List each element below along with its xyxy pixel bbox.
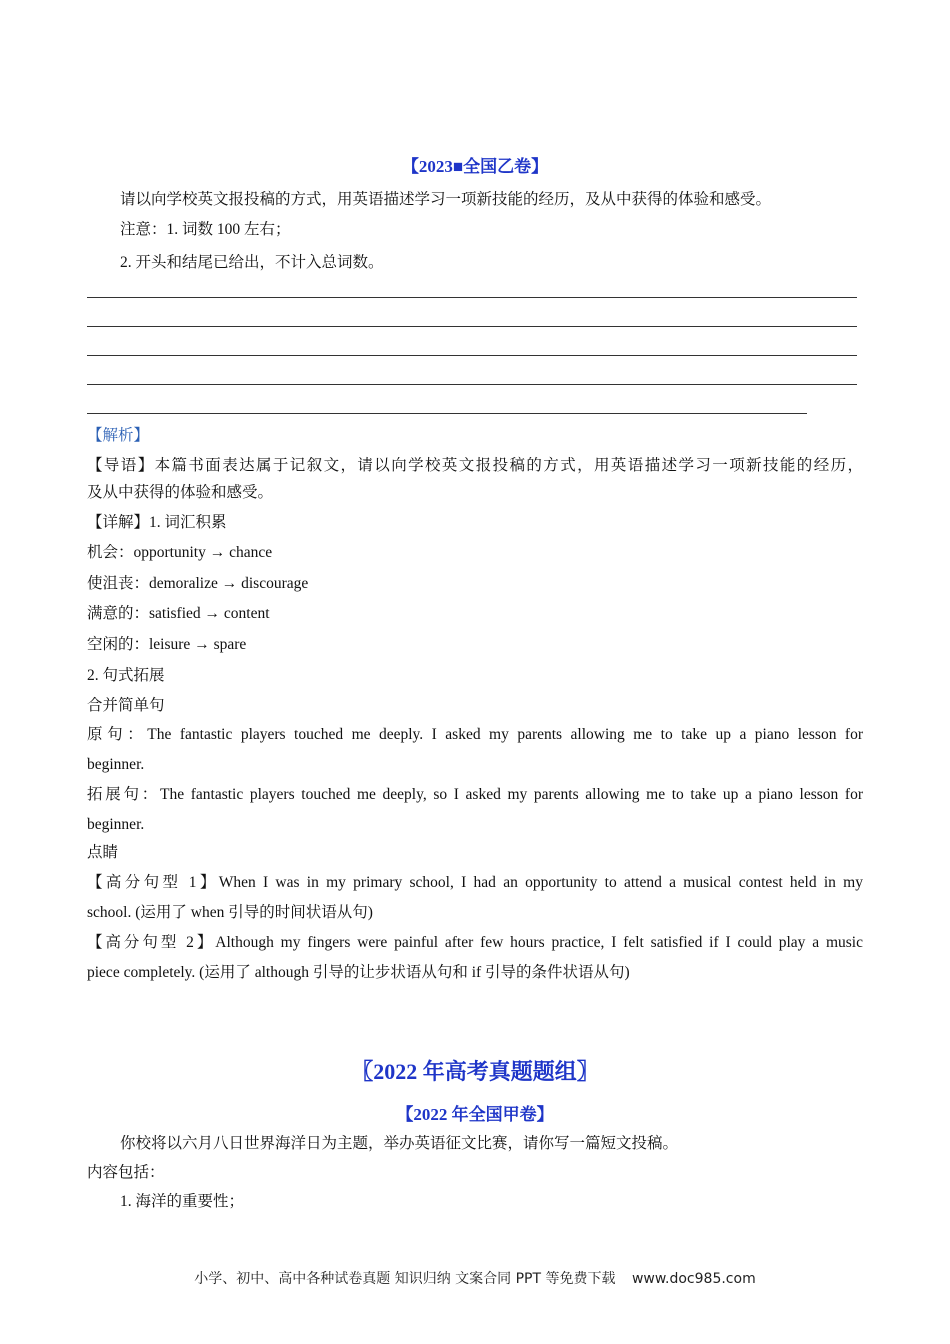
note-word-count: 注意：1. 词数 100 左右； [120,221,291,238]
answer-line [87,384,857,385]
answer-line [87,326,857,327]
exam-title-2022: 【2022 年全国甲卷】 [396,1105,554,1124]
pattern2-line2: piece completely. (运用了 although 引导的让步状语从句和 if 引导的条件状语从句) [87,964,630,981]
expanded-sentence-line2: beginner. [87,816,145,833]
vocab-item: 满意的：satisfied → content [87,605,270,622]
vocab-item: 机会：opportunity → chance [87,544,273,561]
expanded-sentence-line1: 拓展句：The fantastic players touched me deeply, so I asked my parents allowing me to take up a piano lesson for [87,786,863,803]
answer-line [87,297,857,298]
guide-text-line1: 【导语】本篇书面表达属于记叙文，请以向学校英文报投稿的方式，用英语描述学习一项新技能的经历， [87,457,863,474]
prompt-2022: 你校将以六月八日世界海洋日为主题，举办英语征文比赛，请你写一篇短文投稿。 [120,1135,679,1152]
sentence-heading: 2. 句式拓展 [87,667,165,684]
pattern1-line1: 【高分句型 1】When I was in my primary school, I had an opportunity to attend a musical contest held in my [87,874,863,891]
answer-line [87,413,807,414]
detail-heading: 【详解】1. 词汇积累 [87,514,227,531]
vocab-item: 空闲的：leisure → spare [87,636,247,653]
guide-text-line2: 及从中获得的体验和感受。 [87,484,274,501]
merge-heading: 合并简单句 [87,697,165,714]
group-title-2022: 〖2022 年高考真题题组〗 [351,1059,599,1084]
pattern1-line2: school. (运用了 when 引导的时间状语从句) [87,904,373,921]
analysis-label: 【解析】 [87,427,150,444]
highlight-heading: 点睛 [87,844,119,861]
footer [0,1268,950,1288]
pattern2-line1: 【高分句型 2】Although my fingers were painful after few hours practice, I felt satisfied if I could play a music [87,934,863,951]
answer-line [87,355,857,356]
note-opening-ending: 2. 开头和结尾已给出，不计入总词数。 [120,254,384,271]
prompt-text: 请以向学校英文报投稿的方式，用英语描述学习一项新技能的经历，及从中获得的体验和感受。 [120,191,772,208]
content-item: 1. 海洋的重要性； [120,1193,245,1210]
footer-site-link[interactable]: www.doc985.com [631,1271,756,1287]
vocab-item: 使沮丧：demoralize → discourage [87,575,309,592]
original-sentence-line2: beginner. [87,756,145,773]
footer-text: 小学、初中、高中各种试卷真题 知识归纳 文案合同 PPT 等免费下载 [194,1271,616,1287]
content-heading: 内容包括： [87,1164,165,1181]
original-sentence-line1: 原句：The fantastic players touched me deeply. I asked my parents allowing me to take up a piano lesson for [87,726,863,743]
exam-title-2023: 【2023■全国乙卷】 [401,157,549,176]
